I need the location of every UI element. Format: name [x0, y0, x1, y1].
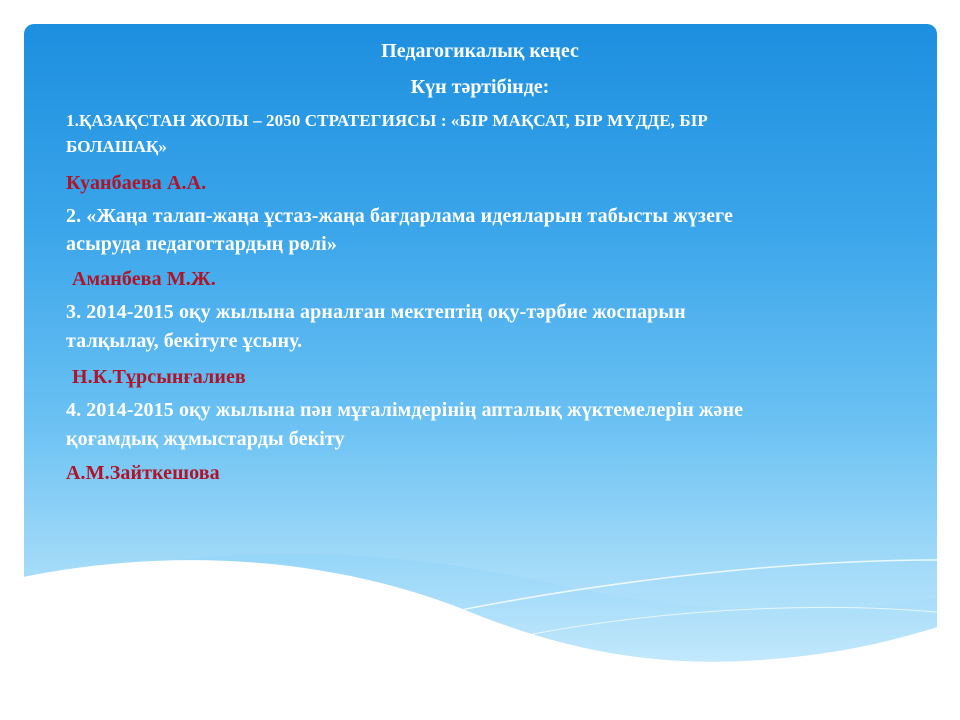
agenda-item-2-line-1: 2. «Жаңа талап-жаңа ұстаз-жаңа бағдарлама идеяларын табысты жүзеге	[66, 205, 733, 227]
agenda-item-1-line-2: БОЛАШАҚ»	[66, 137, 168, 156]
slide-title: Педагогикалық кеңес	[381, 40, 579, 62]
agenda-item-3-line-2: талқылау, бекітуге ұсыну.	[66, 330, 303, 352]
agenda-item-3-speaker: Н.К.Тұрсынғалиев	[72, 366, 246, 388]
agenda-item-2-speaker: Аманбева М.Ж.	[72, 268, 216, 290]
agenda-item-3-line-1: 3. 2014-2015 оқу жылына арналған мектептің оқу-тәрбие жоспарын	[66, 301, 686, 323]
agenda-item-4-speaker: А.М.Зайткешова	[66, 462, 220, 484]
agenda-item-1-speaker: Куанбаева А.А.	[66, 172, 207, 194]
agenda-item-1-line-1: 1.ҚАЗАҚСТАН ЖОЛЫ – 2050 СТРАТЕГИЯСЫ : «БІР МАҚСАТ, БІР МҮДДЕ, БІР	[66, 111, 708, 130]
agenda-item-4-line-2: қоғамдық жұмыстарды бекіту	[66, 428, 345, 450]
agenda-heading: Күн тәртібінде:	[410, 76, 550, 98]
agenda-item-2-line-2: асыруда педагогтардың рөлі»	[66, 233, 337, 255]
agenda-item-4-line-1: 4. 2014-2015 оқу жылына пән мұғалімдерінің апталық жүктемелерін және	[66, 399, 744, 421]
